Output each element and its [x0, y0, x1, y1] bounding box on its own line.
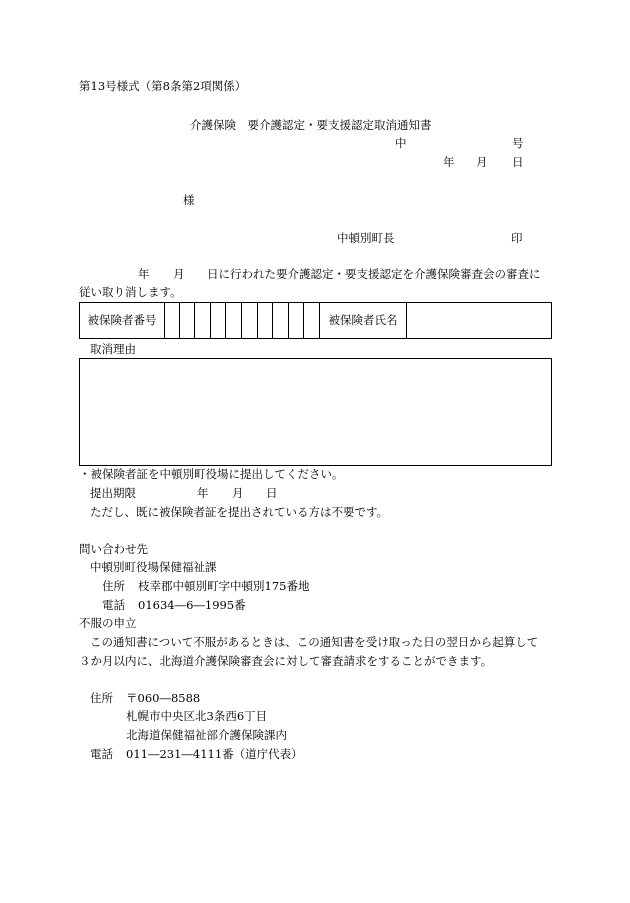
appeal-text-line2: ３か月以内に、北海道介護保険審査会に対して審査請求をすることができます。	[79, 654, 493, 668]
insured-number-digit[interactable]	[273, 303, 289, 339]
appeal-phone: 011―231―4111番（道庁代表）	[126, 747, 303, 761]
deadline-label: 提出期限	[90, 486, 136, 500]
contact-heading: 問い合わせ先	[79, 542, 148, 556]
issuer-name: 中頓別町長	[337, 231, 395, 245]
insured-number-digit[interactable]	[304, 303, 320, 339]
form-reference: 第13号様式（第8条第2項関係）	[79, 79, 247, 93]
body-year: 年	[138, 267, 150, 281]
contact-office: 中頓別町役場保健福祉課	[90, 560, 217, 574]
contact-address-label: 住所	[102, 579, 125, 593]
appeal-postal-code: 〒060―8588	[126, 691, 201, 705]
appeal-address-line1: 札幌市中央区北3条西6丁目	[126, 709, 268, 723]
deadline-day: 日	[266, 486, 278, 500]
insured-number-digit[interactable]	[242, 303, 258, 339]
insured-number-label: 被保険者番号	[80, 303, 165, 339]
issue-date-year: 年	[443, 155, 455, 169]
insured-info-table	[79, 302, 552, 339]
insured-number-digit[interactable]	[226, 303, 242, 339]
appeal-address-label: 住所	[90, 691, 113, 705]
reason-box[interactable]	[79, 358, 552, 466]
contact-address: 枝幸郡中頓別町字中頓別175番地	[138, 579, 310, 593]
insured-number-digit[interactable]	[195, 303, 211, 339]
insured-name-field[interactable]	[407, 303, 552, 339]
body-text-line1: 日に行われた要介護認定・要支援認定を介護保険審査会の審査に	[207, 267, 541, 281]
insured-number-digit[interactable]	[165, 303, 180, 339]
appeal-phone-label: 電話	[90, 747, 113, 761]
reason-label: 取消理由	[90, 342, 136, 356]
notice-bullet: ・被保険者証を中頓別町役場に提出してください。	[79, 467, 344, 481]
deadline-year: 年	[197, 486, 209, 500]
insured-number-digit[interactable]	[289, 303, 304, 339]
addressee-suffix: 様	[183, 193, 195, 207]
contact-phone: 01634―6―1995番	[138, 598, 246, 612]
insured-number-digit[interactable]	[258, 303, 273, 339]
document-number-prefix: 中	[395, 136, 407, 150]
document-title: 介護保険 要介護認定・要支援認定取消通知書	[190, 118, 432, 132]
body-month: 月	[173, 267, 185, 281]
insured-number-digit[interactable]	[211, 303, 226, 339]
issue-date-day: 日	[512, 155, 524, 169]
document-number-suffix: 号	[512, 136, 524, 150]
appeal-heading: 不服の申立	[79, 616, 137, 630]
notice-note: ただし、既に被保険者証を提出されている方は不要です。	[90, 505, 389, 519]
insured-number-digit[interactable]	[180, 303, 195, 339]
seal-mark: 印	[511, 231, 523, 245]
deadline-month: 月	[232, 486, 244, 500]
insured-name-label: 被保険者氏名	[320, 303, 407, 339]
issue-date-month: 月	[476, 155, 488, 169]
contact-phone-label: 電話	[102, 598, 125, 612]
appeal-address-line2: 北海道保健福祉部介護保険課内	[126, 728, 287, 742]
body-text-line2: 従い取り消します。	[79, 285, 182, 299]
appeal-text-line1: この通知書について不服があるときは、この通知書を受け取った日の翌日から起算して	[90, 635, 539, 649]
